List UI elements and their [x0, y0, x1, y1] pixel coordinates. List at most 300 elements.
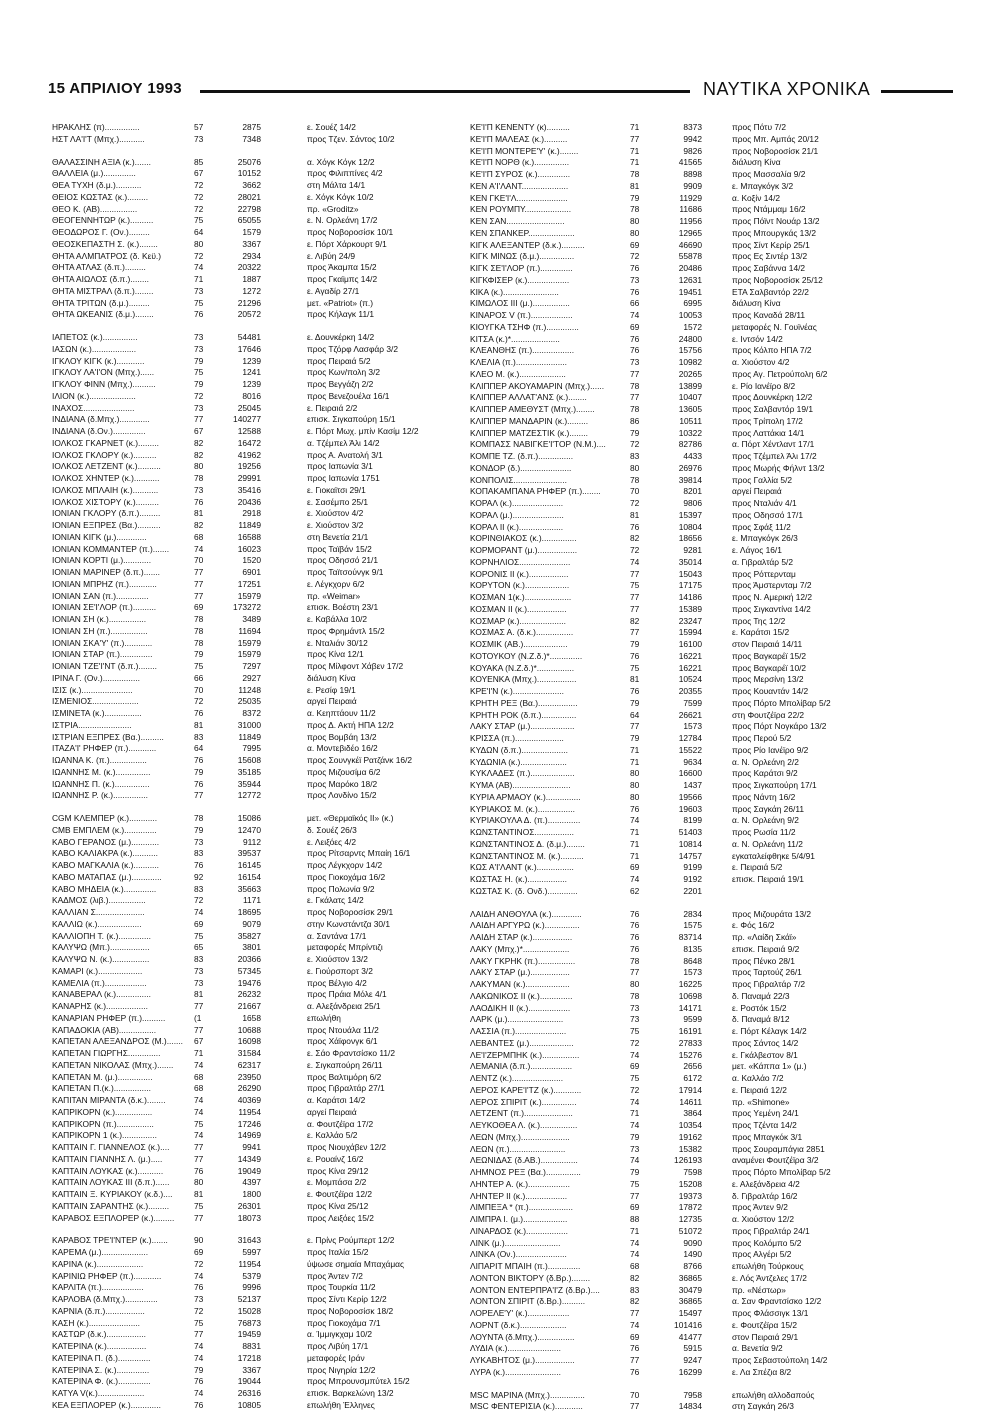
- ship-row: [470, 1038, 920, 1050]
- tonnage: 62317: [237, 1059, 261, 1070]
- build-year: 70: [194, 555, 204, 566]
- ship-row: [470, 545, 920, 557]
- build-year: 78: [194, 473, 204, 483]
- ship-status: στη Σαγκάη 26/3: [732, 1401, 794, 1412]
- ship-row: [52, 872, 454, 884]
- ship-list-left-column: [52, 122, 454, 1412]
- tonnage: 12470: [237, 824, 261, 835]
- tonnage: 25035: [237, 696, 261, 707]
- build-year: 77: [630, 568, 640, 579]
- ship-status: στη Μάλτα 14/1: [307, 180, 366, 190]
- ship-row: [52, 755, 454, 767]
- ship-status: προς Γιβραλτάρ 24/1: [732, 1225, 810, 1236]
- build-year: 72: [194, 191, 204, 202]
- tonnage: 26621: [678, 709, 702, 720]
- issue-date: 15 ΑΠΡΙΛΙΟΥ 1993: [48, 80, 182, 97]
- build-year: 74: [194, 1270, 204, 1281]
- build-year: 80: [630, 979, 640, 989]
- tonnage: 15979: [237, 637, 261, 648]
- tonnage: 1887: [242, 274, 261, 284]
- build-year: 72: [194, 696, 204, 707]
- build-year: 75: [194, 661, 204, 671]
- ship-row: [470, 1132, 920, 1144]
- build-year: 88: [630, 1214, 640, 1224]
- ship-name: ΚΑΤΕΡΙΝΑ (κ.).................: [52, 1341, 147, 1351]
- ship-name: ΗΡΑΚΛΗΣ (π)...............: [52, 122, 140, 132]
- ship-status: πρ. «Νέστωρ»: [732, 1284, 786, 1295]
- ship-name: ΚΑΠΤΑΙΝ ΣΑΡΑΝΤΗΣ (κ.).........: [52, 1200, 170, 1211]
- tonnage: 15208: [678, 1178, 702, 1189]
- build-year: 76: [194, 1165, 204, 1176]
- build-year: 82: [194, 449, 204, 460]
- ship-row: [470, 428, 920, 440]
- ship-status: α. Χόγκ Κόγκ 12/2: [307, 156, 375, 167]
- build-year: 74: [194, 262, 204, 273]
- ship-name: ΚΛΕΑΝΘΗΣ (π.)..................: [470, 345, 575, 356]
- build-year: 79: [194, 355, 204, 366]
- build-year: 82: [630, 615, 640, 626]
- tonnage: 1575: [683, 920, 702, 931]
- ship-name: ΛΙΜΠΕΞΑ * (π.)...................: [470, 1202, 573, 1213]
- ship-status: προς Άντεν 9/2: [732, 1202, 788, 1213]
- ship-status: προς Σίντ Κερίρ 25/1: [732, 239, 810, 250]
- ship-status: ε. Χιούστον 4/2: [307, 508, 364, 519]
- tonnage: 19256: [237, 461, 261, 472]
- tonnage: 16023: [237, 543, 261, 554]
- tonnage: 8898: [683, 169, 702, 179]
- ship-row: [52, 638, 454, 650]
- ship-status: προς Χάϊφονγκ 6/1: [307, 1036, 378, 1047]
- ship-status: ε. Γιούρσπορτ 3/2: [307, 965, 373, 976]
- ship-status: προς Φλάσσιγκ 13/1: [732, 1308, 809, 1318]
- ship-name: ΚΟΣΜΑΣ Α. (δ.κ.)................: [470, 627, 574, 638]
- ship-status: ε. Αγαδίρ 27/1: [307, 285, 360, 296]
- tonnage: 14349: [237, 1153, 261, 1164]
- ship-name: ΚΑΛΛΙΩ (κ.)...................: [52, 918, 142, 929]
- tonnage: 31000: [237, 719, 261, 730]
- ship-name: ΛΟΥΝΤΑ (δ.Μπχ.)................: [470, 1331, 575, 1342]
- ship-row: [52, 192, 454, 204]
- build-year: 80: [194, 1177, 204, 1188]
- build-year: 79: [630, 733, 640, 743]
- ship-row: [52, 743, 454, 755]
- ship-status: διάλυση Κίνα: [732, 157, 781, 168]
- ship-name: ΛΕΡΟΣ ΣΠΙΡΙΤ (κ.)...............: [470, 1096, 577, 1107]
- ship-row: [470, 1050, 920, 1062]
- ship-status: επισκ. Σιγκαπούρη 15/1: [307, 414, 396, 425]
- build-year: 86: [630, 415, 640, 426]
- ship-name: ΙΟΝΙΑΝ ΜΑΡΙΝΕΡ (δ.π.).......: [52, 567, 161, 577]
- build-year: 92: [194, 871, 204, 882]
- ship-status: προς Ιαπωνία 3/1: [307, 461, 373, 472]
- ship-status: προς Ρόττερνταμ: [732, 568, 796, 579]
- ship-status: προς Νοβοροσίσκ 10/1: [307, 227, 394, 237]
- ship-row: [52, 1107, 454, 1119]
- tonnage: 3864: [683, 1108, 702, 1119]
- ship-row: [52, 544, 454, 556]
- build-year: 77: [630, 1401, 640, 1412]
- tonnage: 8201: [683, 486, 702, 497]
- ship-status: πρ. «Groditz»: [307, 203, 359, 214]
- tonnage: 15086: [237, 813, 261, 823]
- ship-status: α. Μοντεβιδέο 16/2: [307, 743, 378, 754]
- build-year: 82: [194, 520, 204, 530]
- ship-name: ΚΙΜΩΛΟΣ ΙΙΙ (μ.)................: [470, 298, 570, 309]
- build-year: 78: [194, 614, 204, 624]
- tonnage: 16472: [237, 437, 261, 448]
- ship-status: προς Πότυ 7/2: [732, 122, 787, 132]
- build-year: 90: [194, 1235, 204, 1246]
- ship-row: [52, 215, 454, 227]
- ship-name: ΚΑΠΕΤΑΝ Μ. (μ.)...............: [52, 1071, 153, 1082]
- tonnage: 16225: [678, 979, 702, 989]
- ship-row: [52, 122, 454, 134]
- build-year: 72: [630, 1037, 640, 1048]
- ship-name: ΛΑΚΥΜΑΝ (κ.)...................: [470, 979, 570, 989]
- ship-row: [52, 485, 454, 497]
- ship-row: [470, 1026, 920, 1038]
- tonnage: 27833: [678, 1037, 702, 1048]
- build-year: 76: [630, 1343, 640, 1354]
- ship-row: [52, 555, 454, 567]
- ship-status: προς Κήλαγκ 11/1: [307, 309, 375, 320]
- ship-status: α. Καλλάο 7/2: [732, 1073, 784, 1083]
- build-year: 74: [194, 1352, 204, 1363]
- ship-status: ε. Καβάλλα 10/2: [307, 614, 368, 624]
- tonnage: 20436: [237, 496, 261, 507]
- ship-name: ΚΑΡΑΒΟΣ ΤΡΕ'Ι'ΝΤΕΡ (κ.).......: [52, 1235, 168, 1246]
- ship-row: [470, 804, 920, 816]
- ship-row: [470, 979, 920, 991]
- ship-row: [52, 1235, 454, 1247]
- tonnage: 39537: [237, 848, 261, 859]
- ship-status: προς Πόρτ Νογκάρο 13/2: [732, 721, 827, 732]
- tonnage: 14171: [678, 1002, 702, 1013]
- ship-row: [470, 1249, 920, 1261]
- ship-status: προς Γκαϊμπς 14/2: [307, 274, 378, 284]
- ship-name: ΚΑΒΟ ΚΑΛΙΑΚΡΑ (κ.)...........: [52, 848, 158, 859]
- ship-name: ΚΥΡΙΑΚΟΥΛΑ Δ. (π.)..............: [470, 815, 581, 826]
- ship-row: [470, 533, 920, 545]
- ship-status: ε. Φουτζέϊρα 12/2: [307, 1189, 373, 1199]
- tonnage: 9634: [683, 756, 702, 767]
- ship-status: διάλυση Κίνα: [732, 298, 781, 309]
- build-year: 83: [194, 954, 204, 964]
- ship-row: [470, 134, 920, 146]
- tonnage: 51072: [678, 1225, 702, 1236]
- ship-name: ΙΟΝΙΑΝ ΓΚΛΟΡΥ (δ.π.).........: [52, 508, 161, 519]
- tonnage: 16221: [678, 650, 702, 661]
- ship-status: προς Δ. Ακτή ΗΠΑ 12/2: [307, 719, 394, 730]
- ship-row: [470, 522, 920, 534]
- ship-status: προς Σαβάννα 14/2: [732, 263, 806, 273]
- ship-name: ΚΟΡΑΛ (μ.)......................: [470, 509, 564, 520]
- ship-row: [52, 1072, 454, 1084]
- tonnage: 11849: [238, 520, 261, 530]
- tonnage: 12965: [678, 227, 702, 238]
- ship-name: ΘΗΤΑ ΑΙΩΛΟΣ (δ.π.)........: [52, 274, 149, 284]
- tonnage: 5379: [242, 1270, 261, 1281]
- build-year: 72: [630, 251, 640, 262]
- ship-status: πρ. «Weimar»: [307, 590, 361, 601]
- tonnage: 31584: [237, 1048, 261, 1058]
- ship-status: προς Νοβοροσίσκ 21/1: [732, 145, 819, 156]
- ship-row: [52, 602, 454, 614]
- tonnage: 9192: [683, 874, 702, 884]
- tonnage: 20265: [678, 368, 702, 379]
- ship-row: [470, 909, 920, 921]
- tonnage: 14969: [237, 1130, 261, 1141]
- tonnage: 12631: [678, 274, 702, 285]
- ship-row: [470, 616, 920, 628]
- tonnage: 19459: [237, 1329, 261, 1340]
- build-year: 73: [194, 977, 204, 988]
- ship-status: α. Φουτζέϊρα 17/2: [307, 1118, 374, 1129]
- ship-name: ΚΩΣΤΑΣ Κ. (δ. Ονδ.).............: [470, 885, 578, 896]
- tonnage: 15397: [678, 509, 702, 520]
- ship-name: MSC ΦΕΝΤΕΡΙΣΙΑ (κ.)............: [470, 1401, 583, 1412]
- tonnage: 10982: [678, 357, 702, 367]
- ship-status: ε. Φός 16/2: [732, 920, 775, 931]
- ship-name: ΚΑΡΛΟΒΑ (δ.Μπχ.)..............: [52, 1294, 158, 1304]
- ship-row: [470, 1296, 920, 1308]
- ship-status: προς Μπουργκάς 13/2: [732, 227, 816, 238]
- ship-status: ε. Πόρτ Κέλαγκ 14/2: [732, 1026, 807, 1036]
- tonnage: 8648: [683, 955, 702, 966]
- build-year: 64: [630, 709, 640, 720]
- ship-status: προς Τζόρφ Λασφάρ 3/2: [307, 343, 398, 354]
- tonnage: 15979: [237, 649, 261, 660]
- ship-row: [470, 486, 920, 498]
- build-year: 83: [194, 883, 204, 894]
- ship-row: [52, 837, 454, 849]
- ship-status: προς Μίλφοντ Χάβεν 17/2: [307, 661, 404, 671]
- ship-status: προς Νταλιάν 4/1: [732, 498, 797, 508]
- build-year: 71: [630, 145, 640, 156]
- tonnage: 28021: [237, 191, 261, 202]
- ship-status: ε. Χιούστον 13/2: [307, 954, 368, 964]
- ship-status: α. Κοξίν 14/2: [732, 192, 781, 203]
- build-year: 77: [194, 1142, 204, 1152]
- ship-name: ΛΟΝΤΟΝ ΒΙΚΤΟΡΥ (δ.Βρ.)........: [470, 1272, 591, 1283]
- build-year: 79: [194, 379, 204, 389]
- ship-status: αργεί Πειραιά: [307, 1106, 357, 1117]
- tonnage: 9247: [683, 1355, 702, 1365]
- ship-row: [52, 497, 454, 509]
- ship-name: ΚΕ'Ι'Π ΜΟΝΤΕΡΕ'Υ' (κ.)........: [470, 145, 579, 156]
- ship-status: ε. Σάο Φραντσίσκο 11/2: [307, 1048, 396, 1058]
- build-year: 75: [194, 1118, 204, 1129]
- ship-status: προς Φρημάντλ 15/2: [307, 625, 385, 636]
- build-year: 80: [630, 780, 640, 790]
- ship-status: ε. Γκάλβεστον 8/1: [732, 1049, 798, 1060]
- page-header: [48, 78, 953, 104]
- build-year: 69: [630, 239, 640, 250]
- ship-status: α. Γιβραλτάρ 5/2: [732, 556, 793, 567]
- ship-status: προς Πολωνία 9/2: [307, 883, 375, 894]
- ship-status: ε. Μπαγκόγκ 3/2: [732, 180, 794, 191]
- ship-status: προς Μιζουράτα 13/2: [732, 908, 812, 919]
- ship-name: ΚΛΙΠΠΕΡ ΜΑΝΔΑΡΙΝ (κ.).........: [470, 415, 589, 426]
- ship-name: ΘΗΤΑ ΑΤΛΑΣ (δ.π.).........: [52, 262, 146, 273]
- ship-name: ΚΥΚΛΑΔΕΣ (π.)...................: [470, 768, 575, 779]
- tonnage: 19566: [678, 791, 702, 802]
- ship-name: ΚΑΡΙΝΙΩ ΡΗΦΕΡ (π.)............: [52, 1270, 162, 1281]
- ship-status: α. Σαντάνα 17/1: [307, 930, 367, 941]
- build-year: 74: [194, 907, 204, 917]
- ship-row: [470, 1167, 920, 1179]
- ship-name: ΚΟΝΔΟΡ (δ.)......................: [470, 462, 572, 473]
- ship-name: ΚΕΝ Α'Ι'ΛΑΝΤ....................: [470, 180, 569, 191]
- ship-row: [470, 275, 920, 287]
- build-year: 76: [630, 932, 640, 942]
- tonnage: 16600: [678, 768, 702, 779]
- ship-name: ΚΟΡΑΛ (κ.)......................: [470, 498, 564, 508]
- ship-status: προς Τρίπολη 17/2: [732, 415, 803, 426]
- tonnage: 21296: [237, 297, 261, 308]
- ship-row: [52, 1154, 454, 1166]
- ship-status: προς Τουρκία 11/2: [307, 1282, 376, 1293]
- ship-row: [470, 251, 920, 263]
- ship-name: ΙΣΤΡΙΑΝ ΕΞΠΡΕΣ (Βα.)..........: [52, 731, 164, 742]
- ship-status: προς Σεβαστούπολη 14/2: [732, 1355, 828, 1365]
- ship-name: CMB ΕΜΠΛΕΜ (κ.)..............: [52, 824, 157, 835]
- ship-row: [52, 508, 454, 520]
- ship-row: [52, 274, 454, 286]
- tonnage: 39814: [678, 474, 702, 485]
- build-year: 74: [194, 1106, 204, 1117]
- build-year: 73: [194, 402, 204, 413]
- ship-name: ΛΑΚΥ (Μπχ.)*....................: [470, 943, 570, 954]
- build-year: 77: [194, 1153, 204, 1164]
- tonnage: 31643: [237, 1235, 261, 1246]
- build-year: 79: [194, 766, 204, 777]
- ship-name: ΙΟΛΚΟΣ ΧΙΣΤΟΡΥ (κ.)..........: [52, 496, 159, 507]
- ship-status: προς Ν. Αμερική 12/2: [732, 592, 813, 602]
- build-year: 74: [630, 1096, 640, 1107]
- ship-name: ΚΟΠΑΚΑΜΠΑΝΑ ΡΗΦΕΡ (π.)........: [470, 486, 601, 497]
- build-year: 76: [194, 1376, 204, 1387]
- build-year: 78: [194, 637, 204, 648]
- ship-name: ΚΕΝ ΡΟΥΜΠΥ....................: [470, 204, 572, 215]
- ship-row: [470, 604, 920, 616]
- tonnage: 41565: [678, 157, 702, 168]
- tonnage: 15979: [237, 590, 261, 601]
- ship-status: ε. Χόγκ Κόγκ 10/2: [307, 191, 374, 202]
- build-year: 71: [630, 744, 640, 755]
- ship-row: [470, 627, 920, 639]
- ship-name: ΙΟΛΚΟΣ ΓΚΛΟΡΥ (κ.)..........: [52, 449, 157, 460]
- ship-status: προς Σφάξ 11/2: [732, 521, 791, 532]
- build-year: 65: [194, 942, 204, 953]
- build-year: 67: [194, 1036, 204, 1047]
- ship-status: πρ. «Λαίδη Σκάϊ»: [732, 932, 797, 942]
- build-year: 74: [630, 1120, 640, 1130]
- ship-name: ΗΣΤ ΛΑ'Ι'Τ (Μπχ.)...........: [52, 133, 145, 144]
- ship-row: [470, 157, 920, 169]
- build-year: 69: [630, 321, 640, 332]
- build-year: 72: [194, 1258, 204, 1269]
- ship-name: ΚΕ'Ι'Π ΚΕΝΕΝΤΥ (κ)..........: [470, 122, 570, 132]
- ship-row: [470, 815, 920, 827]
- ship-name: ΛΕΜΑΝΙΑ (δ.π.)..................: [470, 1061, 573, 1072]
- build-year: 75: [194, 1317, 204, 1328]
- ship-name: ΙΣΤΡΙΑ.......................: [52, 719, 132, 730]
- ship-row: [52, 1142, 454, 1154]
- ship-row: [470, 839, 920, 851]
- ship-row: [470, 240, 920, 252]
- tonnage: 36865: [678, 1296, 702, 1307]
- ship-status: προς Ες Σιντέρ 13/2: [732, 251, 808, 262]
- ship-status: δ. Παναμά 22/3: [732, 990, 790, 1001]
- ship-status: προς Κίνα 29/12: [307, 1165, 369, 1176]
- build-year: 77: [194, 1024, 204, 1035]
- ship-row: [470, 1226, 920, 1238]
- ship-status: προς Ντάμμαμ 16/2: [732, 204, 806, 215]
- ship-name: ΙΟΝΙΑΝ ΣΕ'Ι'ΛΟΡ (π.)..........: [52, 602, 157, 613]
- ship-status: ε. Μπαγκόγκ 26/3: [732, 533, 798, 544]
- ship-row: [470, 745, 920, 757]
- ship-row: [52, 1048, 454, 1060]
- ship-row: [52, 344, 454, 356]
- ship-name: ΚΙΓΚ ΜΙΝΩΣ (δ.μ.)...............: [470, 251, 575, 262]
- ship-name: ΚΑΠΤΑΙΝ Ξ. ΚΥΡΙΑΚΟΥ (κ.δ.)....: [52, 1189, 173, 1199]
- build-year: 76: [630, 650, 640, 661]
- ship-row: [52, 966, 454, 978]
- build-year: 83: [194, 731, 204, 742]
- ship-status: προς Άμστερνταμ 7/2: [732, 580, 812, 591]
- ship-status: μεταφορές Ν. Γουϊνέας: [732, 321, 817, 332]
- tonnage: 14611: [679, 1096, 702, 1107]
- ship-name: ΙΓΚΛΟΥ ΦΙΝΝ (Μπχ.)..........: [52, 379, 156, 389]
- ship-name: ΚΟΣΜΑΡ (κ.)....................: [470, 615, 566, 626]
- ship-status: προς Αλγέρι 5/2: [732, 1249, 792, 1260]
- ship-name: ΚΟΡΑΛ ΙΙ (κ.)...................: [470, 521, 564, 532]
- ship-row: [470, 298, 920, 310]
- ship-status: ΕΤΑ Σαλβαντόρ 22/2: [732, 286, 809, 297]
- ship-name: ΚΑΒΟ ΜΗΔΕΙΑ (κ.)..............: [52, 883, 157, 894]
- build-year: 77: [194, 1001, 204, 1011]
- ship-name: ΘΗΤΑ ΑΛΜΠΑΤΡΟΣ (δ. Κεϋ.): [52, 250, 162, 261]
- ship-status: στον Πειραιά 14/11: [732, 639, 803, 649]
- ship-name: ΛΟΝΤΟΝ ΕΝΤΕΡΠΡΑ'Ι'Ζ (δ.Βρ.)....: [470, 1284, 600, 1295]
- ship-name: ΛΕΩΝ (π.)........................: [470, 1143, 566, 1154]
- ship-row: [52, 720, 454, 732]
- tonnage: 15276: [678, 1049, 702, 1060]
- tonnage: 15756: [678, 345, 702, 356]
- ship-name: ΛΕΡΟΣ ΚΑΡΕ'Ι'ΤΖ (κ.)............: [470, 1084, 582, 1095]
- ship-row: [52, 520, 454, 532]
- tonnage: 21667: [237, 1001, 261, 1011]
- ship-row: [470, 1179, 920, 1191]
- ship-row: [52, 1083, 454, 1095]
- ship-name: ΙΟΝΙΑΝ ΕΞΠΡΕΣ (Βα.)..........: [52, 520, 161, 530]
- build-year: 70: [630, 1389, 640, 1400]
- ship-row: [52, 461, 454, 473]
- build-year: 80: [630, 227, 640, 238]
- tonnage: 15028: [237, 1305, 261, 1316]
- build-year: 73: [194, 332, 204, 342]
- build-year: 80: [194, 238, 204, 249]
- build-year: 75: [194, 930, 204, 941]
- ship-status: ε. Σασέμπο 25/1: [307, 496, 369, 507]
- ship-name: ΛΑΙΔΗ ΑΡΓΥΡΩ (κ.)...............: [470, 920, 580, 931]
- ship-row: [52, 696, 454, 708]
- ship-name: ΚΑΠΤΑΙΝ Γ. ΓΙΑΝΝΕΛΟΣ (κ.)....: [52, 1142, 170, 1152]
- ship-name: ΙΩΑΝΝΗΣ Π. (κ.)...............: [52, 778, 150, 789]
- tonnage: 3367: [242, 1364, 261, 1375]
- tonnage: 8373: [683, 122, 702, 132]
